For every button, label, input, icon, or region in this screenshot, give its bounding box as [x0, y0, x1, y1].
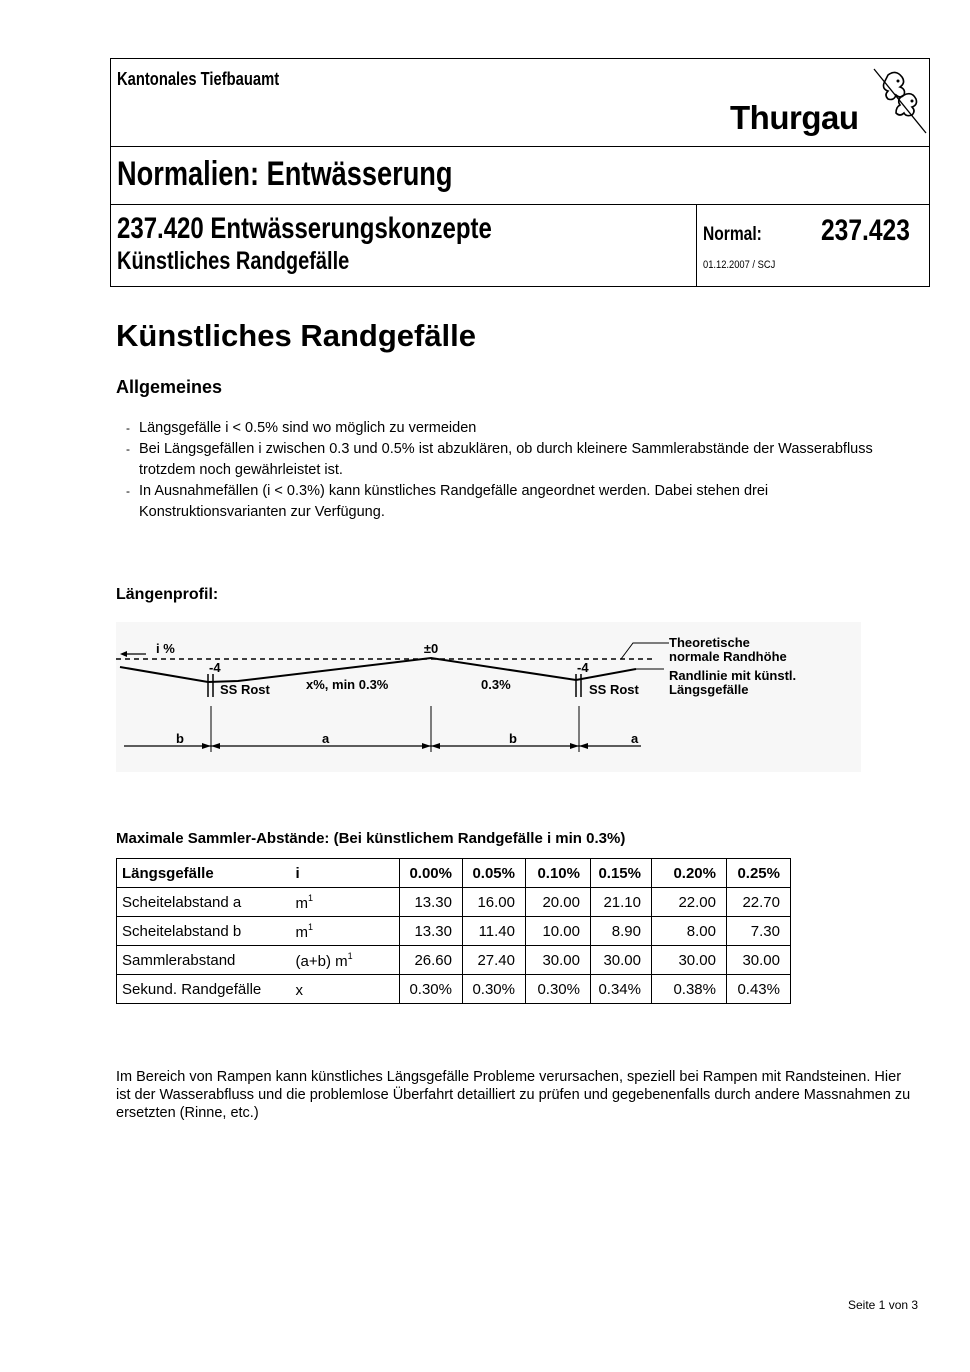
table-cell: Sammlerabstand [117, 946, 292, 975]
table-cell: 7.30 [727, 917, 791, 946]
table-cell: 0.10% [526, 859, 591, 888]
table-cell: 0.38% [652, 975, 727, 1004]
label-slope-right: 0.3% [481, 677, 511, 692]
table-cell: 0.00% [400, 859, 463, 888]
label-rost-right: SS Rost [589, 682, 639, 697]
label-slope-left: x%, min 0.3% [306, 677, 389, 692]
label-rost-left: SS Rost [220, 682, 270, 697]
table-cell: (a+b) $m^1$ [292, 946, 400, 975]
table-cell: 30.00 [526, 946, 591, 975]
table-cell: 26.60 [400, 946, 463, 975]
subtopic-title: Künstliches Randgefälle [117, 247, 350, 275]
table-cell: 0.15% [591, 859, 652, 888]
table-row [117, 917, 791, 946]
dim-b2: b [509, 731, 517, 746]
table-cell: x [292, 975, 400, 1004]
table-cell: $m^1$ [292, 888, 400, 917]
table-cell: 13.30 [400, 917, 463, 946]
table-cell: 20.00 [526, 888, 591, 917]
list-item: - Längsgefälle i < 0.5% sind wo möglich zu vermeiden [126, 420, 477, 436]
general-bullet-list [116, 418, 906, 523]
table-row [117, 859, 791, 888]
table-cell: 22.00 [652, 888, 727, 917]
bullet-text: In Ausnahmefällen (i < 0.3%) kann künstliches Randgefälle angeordnet werden. Dabei stehen drei Konstruktionsvarianten zur Verfügung. [139, 483, 769, 520]
header-office-row [111, 59, 929, 147]
table-cell: 11.40 [463, 917, 526, 946]
dim-b1: b [176, 731, 184, 746]
table-cell: 27.40 [463, 946, 526, 975]
table-row [117, 946, 791, 975]
collector-distance-table [116, 858, 791, 1004]
bullet-text: Bei Längsgefällen i zwischen 0.3 und 0.5% ist abzuklären, ob durch kleinere Sammlerabstände der Wasserabfluss trotzdem noch gewährleistet ist. [139, 441, 873, 478]
table-cell: 0.43% [727, 975, 791, 1004]
normal-label: Normal: [703, 224, 762, 245]
page-title: Künstliches Randgefälle [116, 318, 477, 353]
label-minus4-left: -4 [209, 660, 221, 675]
dim-a1: a [322, 731, 330, 746]
table-cell: 30.00 [727, 946, 791, 975]
table-cell: $m^1$ [292, 917, 400, 946]
closing-paragraph: Im Bereich von Rampen kann künstliches Längsgefälle Probleme verursachen, speziell bei Rampen mit Randsteinen. Hier ist der Wasserabfluss und die problemlose Überfahrt detailliert zu prüfen und gegebenenfalls durch andere Massnahmen zu ersetzten (Rinne, etc.) [116, 1069, 911, 1121]
label-zero: ±0 [423, 641, 439, 656]
table-cell: 22.70 [727, 888, 791, 917]
section-title: Normalien: Entwässerung [117, 155, 453, 193]
legend-edge-2: Längsgefälle [669, 682, 749, 697]
table-cell: i [292, 859, 400, 888]
table-cell: 0.25% [727, 859, 791, 888]
label-minus4-right: -4 [577, 660, 589, 675]
normal-info-box [696, 204, 932, 286]
table-cell: 0.34% [591, 975, 652, 1004]
table-cell: 30.00 [591, 946, 652, 975]
list-item: - Bei Längsgefällen i zwischen 0.3 und 0.5% ist abzuklären, ob durch kleinere Sammlerabstände der Wasserabfluss trotzdem noch gewährleistet ist. [126, 441, 873, 478]
table-cell: Scheitelabstand b [117, 917, 292, 946]
profile-heading: Längenprofil: [116, 586, 219, 603]
legend-theoretical-2: normale Randhöhe [669, 649, 787, 664]
table-cell: 0.20% [652, 859, 727, 888]
legend-theoretical-1: Theoretische [669, 635, 750, 650]
dim-a2: a [631, 731, 639, 746]
table-cell: 8.00 [652, 917, 727, 946]
table-title: Maximale Sammler-Abstände: (Bei künstlichem Randgefälle i min 0.3%) [116, 830, 626, 847]
legend-edge-1: Randlinie mit künstl. [669, 668, 797, 683]
table-row [117, 975, 791, 1004]
table-cell: 0.30% [400, 975, 463, 1004]
thurgau-lion-icon [868, 67, 930, 137]
table-row [117, 888, 791, 917]
table-cell: Sekund. Randgefälle [117, 975, 292, 1004]
table-cell: 0.05% [463, 859, 526, 888]
label-i-pct: i % [156, 641, 175, 656]
table-cell: 30.00 [652, 946, 727, 975]
table-cell: Scheitelabstand a [117, 888, 292, 917]
table-cell: 0.30% [463, 975, 526, 1004]
office-name: Kantonales Tiefbauamt [117, 69, 280, 89]
header-topic-row [111, 204, 929, 288]
table-cell: 8.90 [591, 917, 652, 946]
table-cell: 16.00 [463, 888, 526, 917]
normal-number: 237.423 [821, 214, 910, 247]
topic-title: 237.420 Entwässerungskonzepte [117, 212, 492, 245]
longitudinal-profile-diagram [116, 622, 861, 772]
table-cell: 21.10 [591, 888, 652, 917]
general-heading: Allgemeines [116, 377, 223, 397]
date-author: 01.12.2007 / SCJ [703, 259, 776, 271]
list-item: - In Ausnahmefällen (i < 0.3%) kann künstliches Randgefälle angeordnet werden. Dabei stehen drei Konstruktionsvarianten zur Verfügung. [126, 483, 769, 520]
page-number: Seite 1 von 3 [848, 1298, 919, 1312]
table-cell: 10.00 [526, 917, 591, 946]
bullet-text: Längsgefälle i < 0.5% sind wo möglich zu vermeiden [139, 420, 477, 436]
table-cell: 13.30 [400, 888, 463, 917]
thurgau-logo-text: Thurgau [730, 99, 859, 136]
document-header [110, 58, 930, 287]
header-section-row [111, 146, 929, 205]
table-cell: Längsgefälle [117, 859, 292, 888]
table-cell: 0.30% [526, 975, 591, 1004]
